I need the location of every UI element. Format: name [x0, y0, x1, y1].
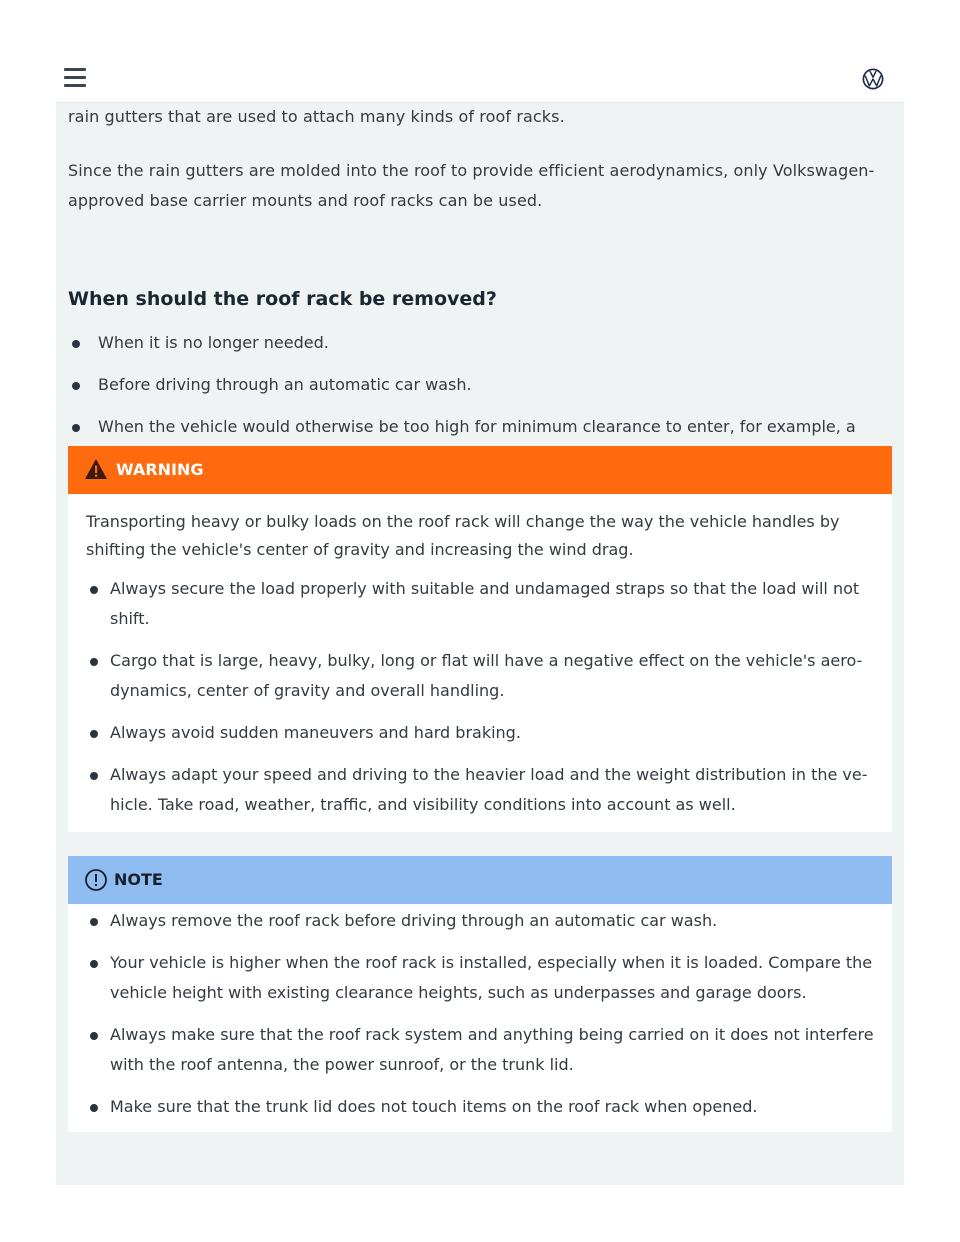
section-heading: When should the roof rack be removed?	[68, 288, 497, 310]
exclamation-circle-icon	[84, 868, 108, 892]
note-body	[68, 904, 892, 1122]
body-paragraph: Since the rain gutters are molded into the roof to provide efficient aerodynamics, only Volkswagen-approved base carrier mounts and roof racks can be used.	[68, 161, 875, 210]
volkswagen-logo-icon[interactable]	[862, 68, 884, 90]
list-item: Always make sure that the roof rack system and anything being carried on it does not interfere with the roof antenna, the power sunroof, or the trunk lid.	[86, 1020, 874, 1080]
list-item: When the vehicle would otherwise be too high for minimum clearance to enter, for example, a	[68, 412, 892, 472]
top-bar	[56, 54, 904, 103]
warning-box	[68, 446, 892, 832]
list-item: Your vehicle is higher when the roof rack is installed, especially when it is loaded. Compare the vehicle height with existing clearance heights, such as underpasses and garage doors.	[86, 948, 874, 1008]
warning-triangle-icon	[84, 458, 108, 480]
note-label: NOTE	[114, 870, 163, 889]
note-header	[68, 856, 892, 904]
list-item: Always avoid sudden maneuvers and hard braking.	[86, 718, 874, 748]
warning-body	[68, 494, 892, 820]
note-list	[86, 906, 874, 1122]
list-item: Always remove the roof rack before driving through an automatic car wash.	[86, 906, 874, 936]
warning-intro: Transporting heavy or bulky loads on the roof rack will change the way the vehicle handles by shifting the vehicle's center of gravity and increasing the wind drag.	[86, 512, 840, 559]
list-item: Before driving through an automatic car wash.	[68, 370, 892, 400]
list-item: Cargo that is large, heavy, bulky, long or flat will have a negative effect on the vehicle's aero-dynamics, center of gravity and overall handling.	[86, 646, 874, 706]
intro-continued-text: rain gutters that are used to attach many kinds of roof racks.	[68, 107, 565, 126]
list-item: When it is no longer needed.	[68, 328, 892, 358]
hamburger-menu-icon[interactable]	[64, 68, 86, 88]
warning-label: WARNING	[116, 460, 204, 479]
note-box	[68, 856, 892, 1132]
list-item: Always secure the load properly with suitable and undamaged straps so that the load will not shift.	[86, 574, 874, 634]
manual-page	[56, 54, 904, 1185]
warning-header	[68, 446, 892, 494]
list-item: Always adapt your speed and driving to the heavier load and the weight distribution in the ve-hicle. Take road, weather, traffic, and visibility conditions into account as well.	[86, 760, 874, 820]
list-item: Make sure that the trunk lid does not touch items on the roof rack when opened.	[86, 1092, 874, 1122]
warning-list	[86, 574, 874, 820]
